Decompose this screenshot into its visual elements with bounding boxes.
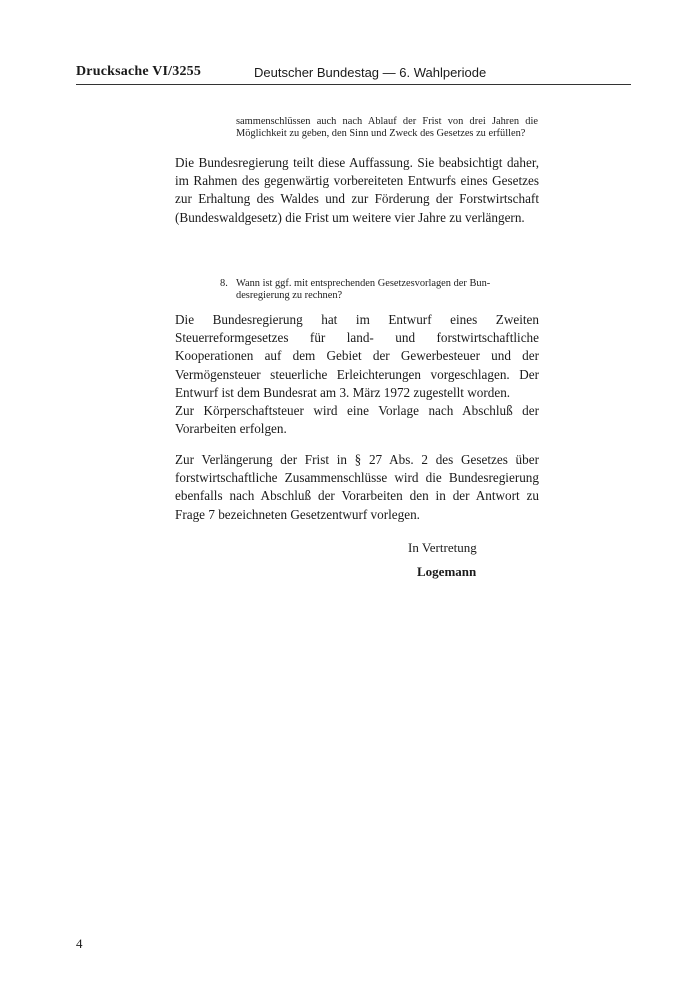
question-7-continuation: sammenschlüssen auch nach Ablauf der Frist von drei Jahren die Möglichkeit zu geben, den Sinn und Zweck des Gesetzes zu erfüllen? [236,116,538,139]
question-8-text-line2: desregierung zu rechnen? [236,289,343,301]
page-header [76,64,631,85]
page-number: 4 [76,936,83,951]
answer-8-paragraph-1: Die Bundesregierung hat im Entwurf eines Zweiten Steuerreformgesetzes für land- und forstwirtschaftliche Kooperationen auf dem Gebiet der Gewerbesteuer und der Vermögensteuer steuerliche Erleichterungen vorgeschlagen. Der Entwurf ist dem Bundesrat am 3. März 1972 zugestellt worden. [175,312,539,400]
parliament-period: Deutscher Bundestag — 6. Wahlperiode [254,65,487,80]
answer-8-paragraph-2: Zur Körperschaftsteuer wird eine Vorlage nach Abschluß der Vorarbeiten erfolgen. [175,403,539,437]
question-8-text-line1: Wann ist ggf. mit entsprechenden Gesetzesvorlagen der Bun- [236,278,491,289]
closing-formula: In Vertretung [408,540,477,555]
signatory-name: Logemann [417,564,477,579]
question-8 [220,278,538,301]
answer-7-paragraph: Die Bundesregierung teilt diese Auffassung. Sie beabsichtigt daher, im Rahmen des gegenwärtig vorbereiteten Entwurfs eines Gesetzes zur Erhaltung des Waldes und zur Förderung der Forstwirtschaft (Bundeswaldgesetz) die Frist um weitere vier Jahre zu verlängern. [175,155,539,225]
answer-8-paragraph-3: Zur Verlängerung der Frist in § 27 Abs. 2 des Gesetzes über forstwirtschaftliche Zusammenschlüsse wird die Bundesregierung ebenfalls nach Abschluß der Vorarbeiten den in der Antwort zu Frage 7 bezeichneten Gesetzentwurf vorlegen. [175,452,539,522]
question-8-number: 8. [220,278,228,289]
document-id: Drucksache VI/3255 [76,64,202,79]
